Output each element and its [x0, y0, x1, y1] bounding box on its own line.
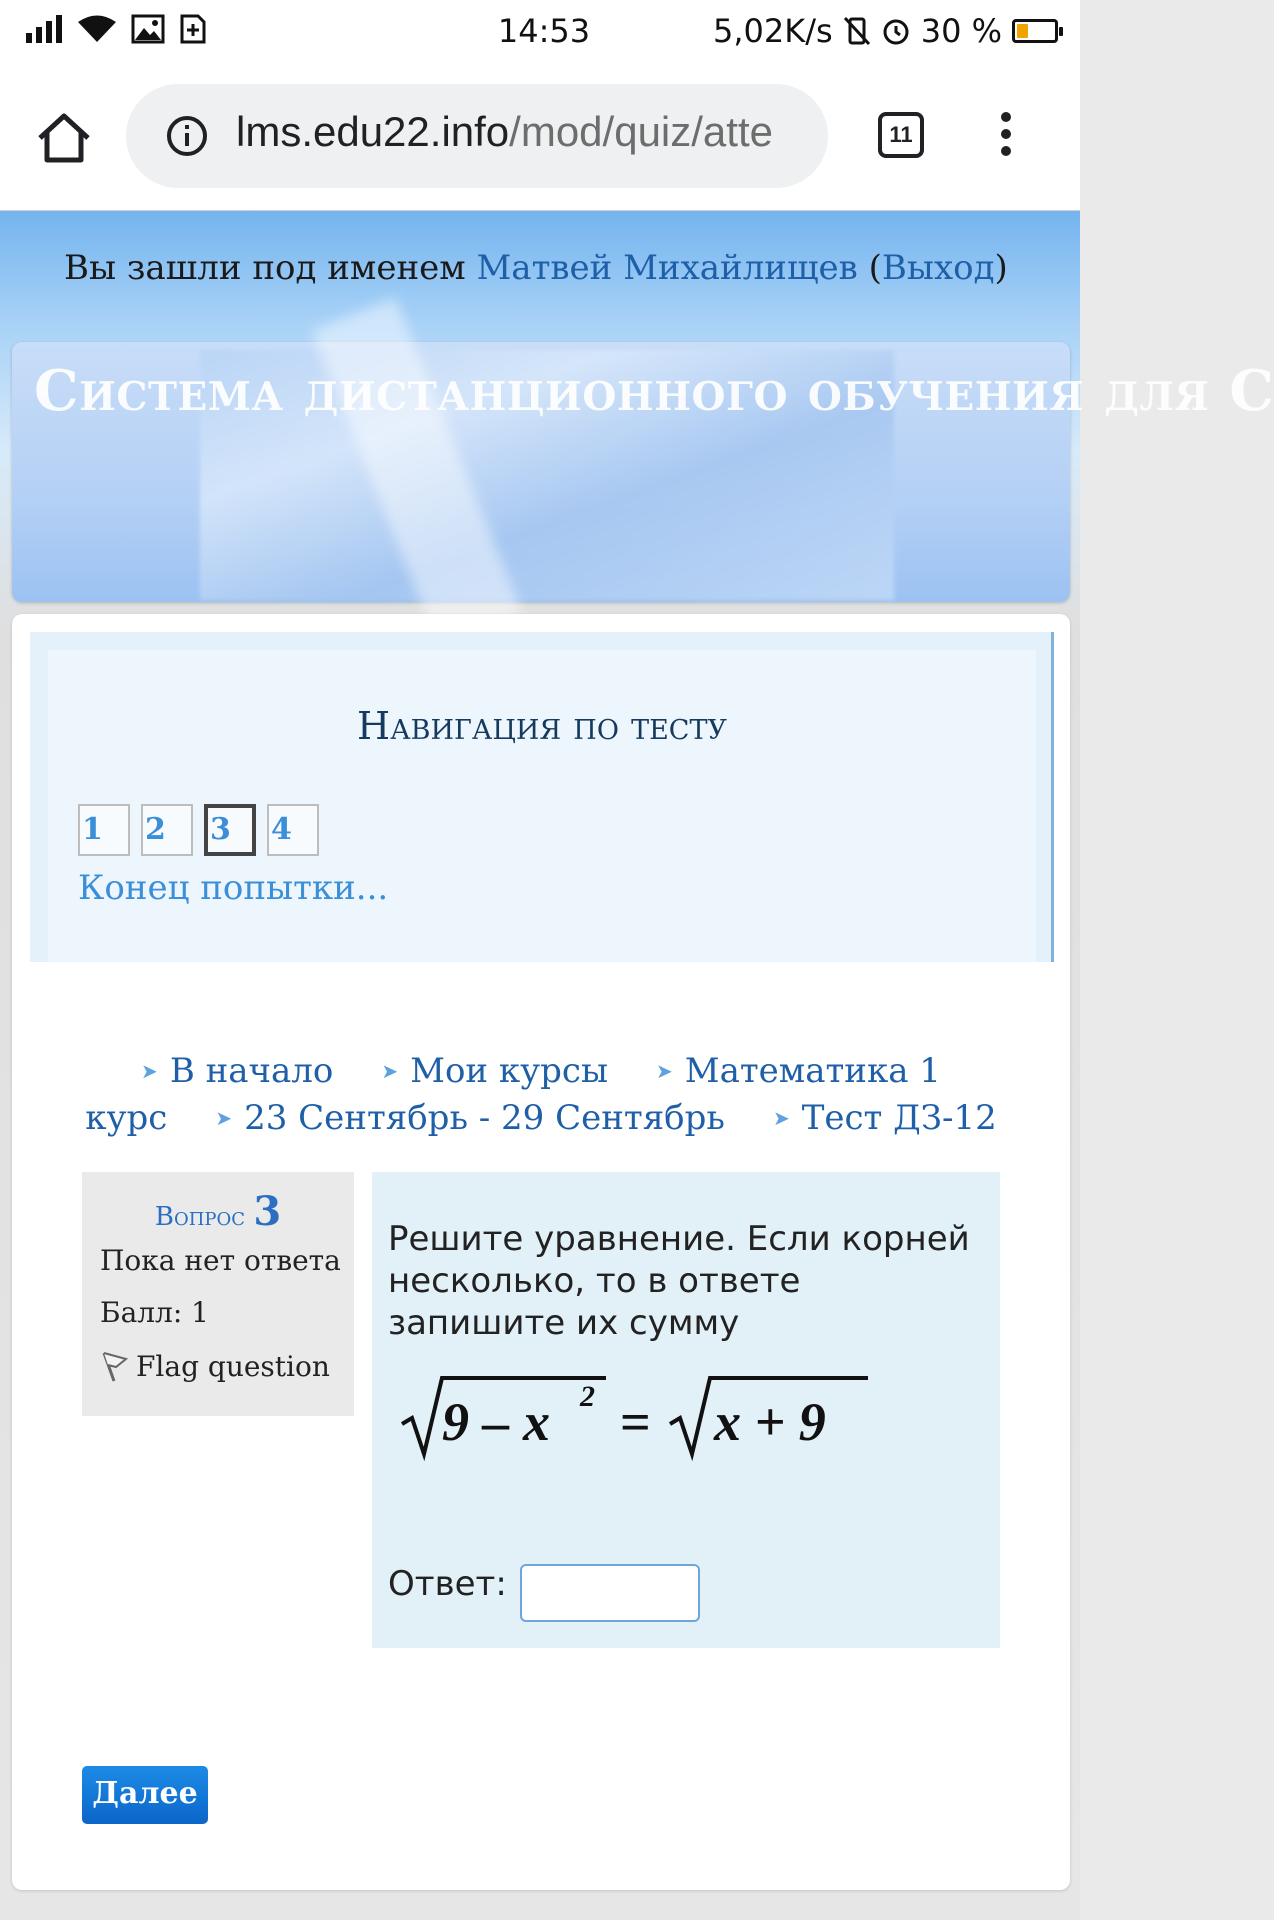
logout-close: )	[994, 248, 1008, 288]
answer-label: Ответ:	[388, 1564, 507, 1604]
quiz-navigation-inner	[48, 650, 1036, 962]
site-banner	[12, 342, 1274, 602]
status-bar	[0, 0, 1080, 62]
breadcrumb-arrow-icon: ➤	[656, 1059, 673, 1083]
end-attempt-link[interactable]: Конец попытки...	[78, 868, 389, 908]
flag-icon[interactable]	[100, 1351, 130, 1383]
quiz-navigation-title: Навигация по тесту	[357, 704, 727, 748]
network-speed: 5,02K/s	[713, 12, 833, 50]
formula-left-radicand: 9 – x	[442, 1392, 550, 1452]
browser-toolbar	[0, 62, 1080, 211]
breadcrumb-test[interactable]: Тест ДЗ-12	[801, 1098, 997, 1138]
breadcrumb-arrow-icon: ➤	[381, 1059, 399, 1083]
vibrate-off-icon	[843, 16, 871, 46]
flag-question-label[interactable]: Flag question	[136, 1350, 330, 1383]
battery-percent: 30 %	[920, 12, 1002, 50]
formula-right-radicand: x + 9	[714, 1392, 826, 1452]
user-profile-link[interactable]: Матвей Михайлищев	[476, 248, 858, 288]
breadcrumb-arrow-icon: ➤	[215, 1106, 233, 1130]
url-text[interactable]	[236, 108, 806, 156]
breadcrumb-arrow-icon: ➤	[772, 1106, 790, 1130]
breadcrumb	[12, 1050, 1070, 1144]
tabs-icon[interactable]: 11	[878, 112, 924, 158]
address-bar[interactable]	[126, 84, 828, 188]
question-info	[82, 1172, 354, 1416]
formula-exponent: 2	[580, 1380, 595, 1413]
question-body	[372, 1172, 1000, 1648]
logout-link[interactable]: Выход	[881, 248, 995, 288]
main-content	[12, 614, 1070, 1890]
login-prefix: Вы зашли под именем	[64, 248, 477, 288]
home-icon[interactable]	[34, 108, 94, 168]
question-button-2[interactable]: 2	[141, 804, 193, 856]
question-button-1[interactable]: 1	[78, 804, 130, 856]
breadcrumb-course[interactable]: Математика 1 курс	[85, 1051, 941, 1138]
clock: 14:53	[497, 12, 591, 50]
logout-open: (	[857, 248, 882, 288]
breadcrumb-my-courses[interactable]: Мои курсы	[410, 1051, 608, 1091]
next-button[interactable]: Далее	[82, 1766, 208, 1824]
alarm-icon	[881, 16, 911, 46]
info-icon[interactable]	[166, 115, 208, 157]
breadcrumb-home[interactable]: В начало	[169, 1051, 334, 1091]
breadcrumb-arrow-icon: ➤	[141, 1059, 158, 1083]
question-state: Пока нет ответа	[100, 1244, 341, 1277]
question-label: Вопрос	[154, 1202, 246, 1232]
more-menu-icon[interactable]	[994, 112, 1018, 162]
question-number-value: 3	[253, 1188, 282, 1235]
url-path: /mod/quiz/atte	[509, 108, 773, 155]
question-number	[82, 1188, 354, 1235]
quiz-navigation-block	[30, 632, 1054, 962]
formula-equals: =	[620, 1392, 651, 1452]
battery-icon	[1012, 19, 1058, 43]
question-buttons	[78, 804, 319, 856]
question-button-3-current[interactable]: 3	[204, 804, 256, 856]
equation-image	[398, 1372, 868, 1462]
login-info	[64, 248, 1008, 288]
battery-level	[1017, 24, 1028, 38]
url-host: lms.edu22.info	[236, 108, 510, 155]
site-title: Система дистанционного обучения для С	[34, 358, 1274, 424]
breadcrumb-week[interactable]: 23 Сентябрь - 29 Сентябрь	[244, 1098, 725, 1138]
answer-input[interactable]	[520, 1564, 700, 1622]
question-button-4[interactable]: 4	[267, 804, 319, 856]
question-text: Решите уравнение. Если корней несколько, то в ответе запишите их сумму	[388, 1219, 970, 1343]
question-mark: Балл: 1	[100, 1296, 209, 1329]
flag-question-toggle[interactable]	[100, 1350, 330, 1383]
